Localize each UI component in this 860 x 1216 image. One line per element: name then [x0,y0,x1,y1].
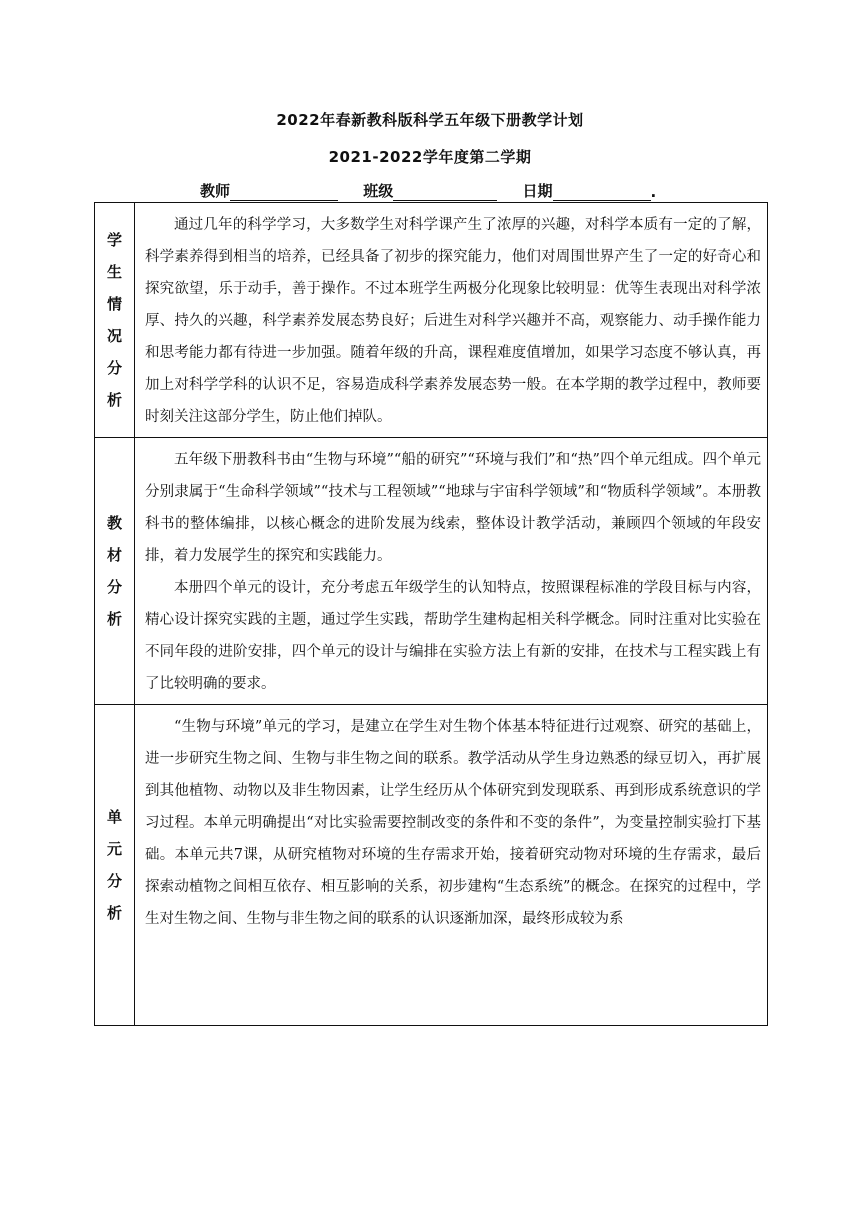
table-row [95,438,768,705]
date-label: 日期 [522,182,553,200]
plan-table [94,202,768,1026]
page-subtitle: 2021-2022学年度第二学期 [328,148,532,166]
section-body [135,203,768,438]
section-heading-text: 单 元 分 析 [106,808,122,922]
section-body [135,705,768,1026]
header-fields [200,180,670,200]
section-body [135,438,768,705]
section-heading [95,203,135,438]
paragraph: 本册四个单元的设计，充分考虑五年级学生的认知特点，按照课程标准的学段目标与内容，精心设计探究实践的主题，通过学生实践，帮助学生建构起相关科学概念。同时注重对比实验在不同年段的进阶安排，四个单元的设计与编排在实验方法上有新的安排，在技术与工程实践上有了比较明确的要求。 [145,580,761,692]
section-heading-text: 学 生 情 况 分 析 [106,231,122,409]
section-heading [95,705,135,1026]
paragraph: 五年级下册教科书由“生物与环境”“船的研究”“环境与我们”和“热”四个单元组成。四个单元分别隶属于“生命科学领域”“技术与工程领域”“地球与宇宙科学领域”和“物质科学领域”。本册教科书的整体编排，以核心概念的进阶发展为线索，整体设计教学活动，兼顾四个领域的年段安排，着力发展学生的探究和实践能力。 [145,452,761,564]
teacher-label: 教师 [200,182,231,200]
table-row [95,705,768,1026]
section-heading-text: 教 材 分 析 [106,514,122,628]
section-heading [95,438,135,705]
page-title: 2022年春新教科版科学五年级下册教学计划 [276,111,584,129]
class-blank [393,184,497,201]
table-row [95,203,768,438]
paragraph: 通过几年的科学学习，大多数学生对科学课产生了浓厚的兴趣，对科学本质有一定的了解，科学素养得到相当的培养，已经具备了初步的探究能力，他们对周围世界产生了一定的好奇心和探究欲望，乐于动手，善于操作。不过本班学生两极分化现象比较明显：优等生表现出对科学浓厚、持久的兴趣，科学素养发展态势良好；后进生对科学兴趣并不高，观察能力、动手操作能力和思考能力都有待进一步加强。随着年级的升高，课程难度值增加，如果学习态度不够认真，再加上对科学学科的认识不足，容易造成科学素养发展态势一般。在本学期的教学过程中，教师要时刻关注这部分学生，防止他们掉队。 [145,217,761,425]
teacher-blank [230,184,338,201]
date-blank [553,184,651,201]
class-label: 班级 [363,182,394,200]
paragraph: “生物与环境”单元的学习，是建立在学生对生物个体基本特征进行过观察、研究的基础上，进一步研究生物之间、生物与非生物之间的联系。教学活动从学生身边熟悉的绿豆切入，再扩展到其他植物、动物以及非生物因素，让学生经历从个体研究到发现联系、再到形成系统意识的学习过程。本单元明确提出“对比实验需要控制改变的条件和不变的条件”，为变量控制实验打下基础。本单元共7课，从研究植物对环境的生存需求开始，接着研究动物对环境的生存需求，最后探索动植物之间相互依存、相互影响的关系，初步建构“生态系统”的概念。在探究的过程中，学生对生物之间、生物与非生物之间的联系的认识逐渐加深，最终形成较为系 [145,719,761,927]
date-end-mark: . [650,183,657,201]
